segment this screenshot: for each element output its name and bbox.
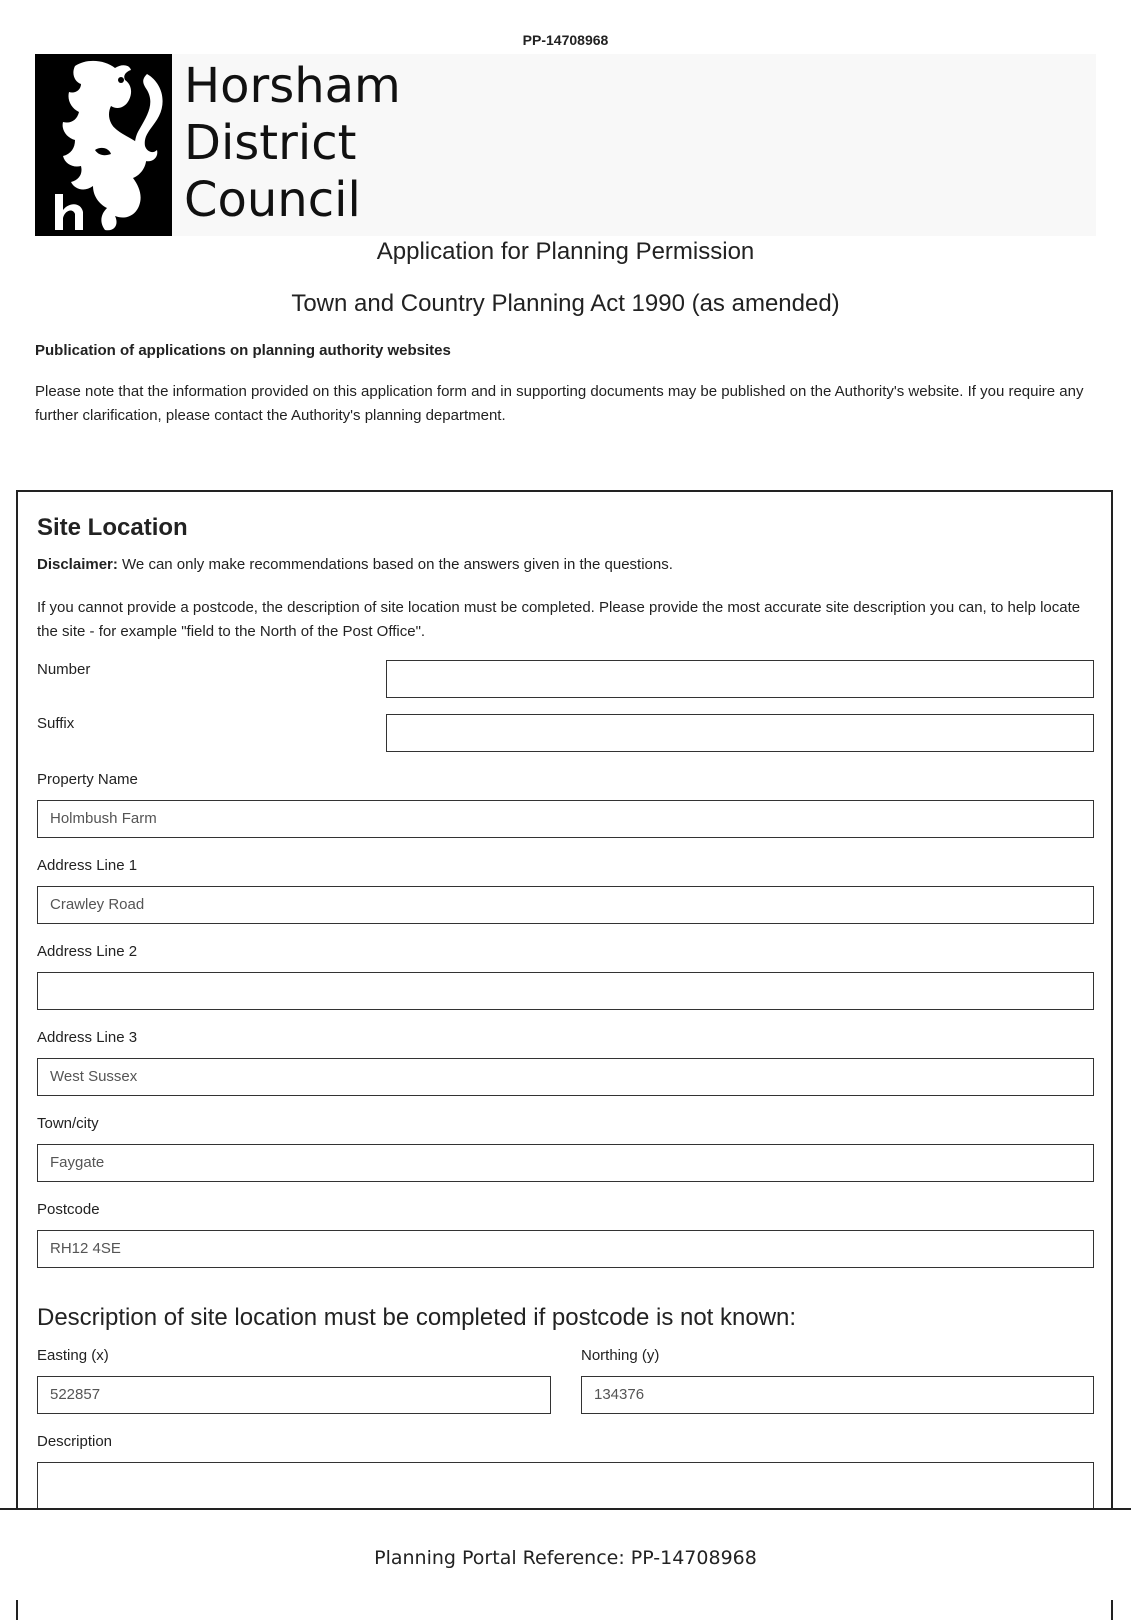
address-line-3-field[interactable]: West Sussex xyxy=(37,1058,1094,1096)
form-title: Application for Planning Permission xyxy=(376,238,755,265)
publication-heading: Publication of applications on planning authority websites xyxy=(35,342,451,359)
disclaimer xyxy=(37,556,673,573)
council-logo xyxy=(35,54,172,236)
address-line-2-field[interactable] xyxy=(37,972,1094,1010)
suffix-label: Suffix xyxy=(37,715,75,732)
lion-crest-icon xyxy=(35,54,172,236)
number-field[interactable] xyxy=(386,660,1094,698)
footer-divider xyxy=(0,1508,1131,1510)
address-line-1-field[interactable]: Crawley Road xyxy=(37,886,1094,924)
council-name xyxy=(184,58,401,229)
publication-text: Please note that the information provided on this application form and in supporting documents may be published on the Authority's website. If you require any further clarification, please contact the Authority's planning department. xyxy=(35,383,1084,424)
site-help-text: If you cannot provide a postcode, the description of site location must be completed. Please provide the most accurate site description you can, to help locate the site - for example "field to the North of the Post Office". xyxy=(37,599,1081,640)
postcode-field[interactable]: RH12 4SE xyxy=(37,1230,1094,1268)
council-name-line-1: Horsham xyxy=(184,58,401,114)
northing-field[interactable]: 134376 xyxy=(581,1376,1094,1414)
suffix-field[interactable] xyxy=(386,714,1094,752)
description-heading: Description of site location must be completed if postcode is not known: xyxy=(37,1304,797,1331)
disclaimer-label: Disclaimer: xyxy=(37,556,118,573)
council-name-line-3: Council xyxy=(184,172,361,228)
disclaimer-text: We can only make recommendations based on the answers given in the questions. xyxy=(117,556,673,573)
town-city-field[interactable]: Faygate xyxy=(37,1144,1094,1182)
northing-label: Northing (y) xyxy=(581,1347,660,1364)
section-title: Site Location xyxy=(37,514,188,541)
property-name-field[interactable]: Holmbush Farm xyxy=(37,800,1094,838)
council-name-line-2: District xyxy=(184,115,357,171)
address-line-2-label: Address Line 2 xyxy=(37,943,138,960)
reference-number: PP-14708968 xyxy=(522,32,609,48)
form-subtitle: Town and Country Planning Act 1990 (as amended) xyxy=(291,290,840,317)
property-name-label: Property Name xyxy=(37,771,138,788)
easting-field[interactable]: 522857 xyxy=(37,1376,551,1414)
number-label: Number xyxy=(37,661,91,678)
footer-reference: Planning Portal Reference: PP-14708968 xyxy=(374,1547,757,1569)
address-line-3-label: Address Line 3 xyxy=(37,1029,138,1046)
address-line-1-label: Address Line 1 xyxy=(37,857,138,874)
description-label: Description xyxy=(37,1433,113,1450)
town-city-label: Town/city xyxy=(37,1115,99,1132)
postcode-label: Postcode xyxy=(37,1201,100,1218)
easting-label: Easting (x) xyxy=(37,1347,109,1364)
